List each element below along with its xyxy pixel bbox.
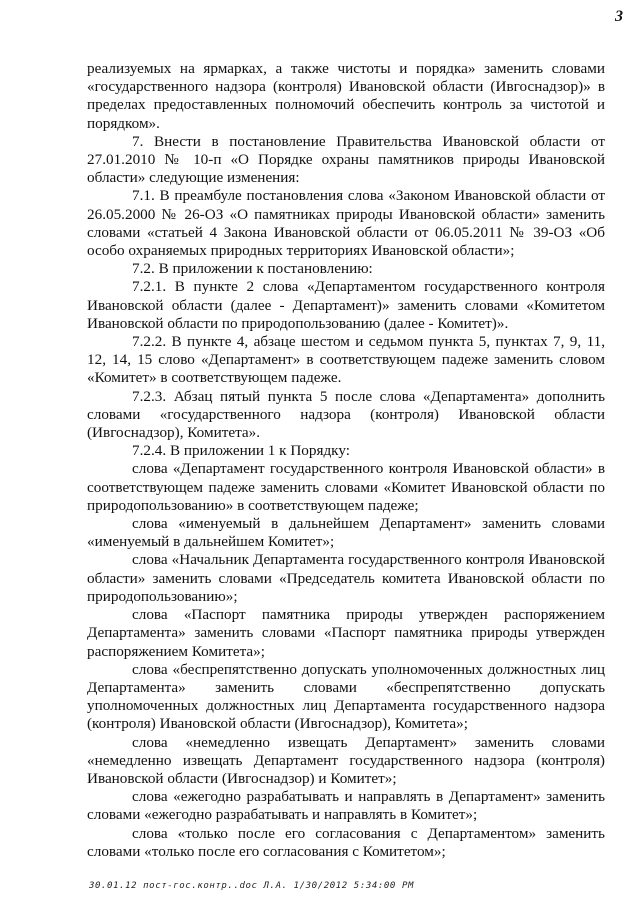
- paragraph: 7.2.2. В пункте 4, абзаце шестом и седьмом пункта 5, пунктах 7, 9, 11, 12, 14, 15 слово «Департамент» в соответствующем падеже заменить словом «Комитет» в соответствующем падеже.: [87, 333, 605, 387]
- paragraph: слова «только после его согласования с Департаментом» заменить словами «только после его согласования с Комитетом»;: [87, 824, 605, 860]
- paragraph: 7. Внести в постановление Правительства Ивановской области от 27.01.2010 № 10-п «О Порядке охраны памятников природы Ивановской области» следующие изменения:: [87, 132, 605, 187]
- document-footer: 30.01.12 пост-гос.контр..doc Л.А. 1/30/2012 5:34:00 PM: [89, 881, 414, 891]
- paragraph: слова «Департамент государственного контроля Ивановской области» в соответствующем падеже заменить словами «Комитет Ивановской области по природопользованию» в соответствующем падеже;: [87, 460, 605, 514]
- paragraph: 7.2.3. Абзац пятый пункта 5 после слова «Департамента» дополнить словами «государственного надзора (контроля) Ивановской области (Ивгоснадзор), Комитета».: [87, 387, 605, 442]
- paragraph: слова «беспрепятственно допускать уполномоченных должностных лиц Департамента» заменить словами «беспрепятственно допускать уполномоченных должностных лиц Департамента государственного надзора (контроля) Ивановской области (Ивгоснадзор), Комитета»;: [87, 660, 605, 733]
- paragraph: слова «Паспорт памятника природы утвержден распоряжением Департамента» заменить словами «Паспорт памятника природы утвержден распоряжением Комитета»;: [87, 606, 605, 660]
- document-body: [87, 60, 605, 861]
- paragraph: реализуемых на ярмарках, а также чистоты и порядка» заменить словами «государственного надзора (контроля) Ивановской области (Ивгоснадзор)» в пределах предоставленных полномочий обеспечить контроль за чистотой и порядком».: [87, 60, 605, 132]
- paragraph: слова «немедленно извещать Департамент» заменить словами «немедленно извещать Департамент государственного надзора (контроля) Ивановской области (Ивгоснадзор) и Комитет»;: [87, 733, 605, 787]
- paragraph: 7.2.1. В пункте 2 слова «Департаментом государственного контроля Ивановской области (далее - Департамент)» заменить словами «Комитетом Ивановской области по природопользованию (далее - Комитет)».: [87, 278, 605, 332]
- paragraph: слова «именуемый в дальнейшем Департамент» заменить словами «именуемый в дальнейшем Комитет»;: [87, 515, 605, 551]
- paragraph: слова «ежегодно разрабатывать и направлять в Департамент» заменить словами «ежегодно разрабатывать и направлять в Комитет»;: [87, 788, 605, 824]
- page-number: 3: [615, 8, 623, 25]
- paragraph: 7.1. В преамбуле постановления слова «Законом Ивановской области от 26.05.2000 № 26-ОЗ «О памятниках природы Ивановской области» заменить словами «статьей 4 Закона Ивановской области от 06.05.2011 № 39-ОЗ «Об особо охраняемых природных территориях Ивановской области»;: [87, 187, 605, 260]
- paragraph: 7.2. В приложении к постановлению:: [132, 260, 373, 278]
- paragraph: слова «Начальник Департамента государственного контроля Ивановской области» заменить словами «Председатель комитета Ивановской области по природопользованию»;: [87, 551, 605, 605]
- paragraph: 7.2.4. В приложении 1 к Порядку:: [132, 442, 350, 460]
